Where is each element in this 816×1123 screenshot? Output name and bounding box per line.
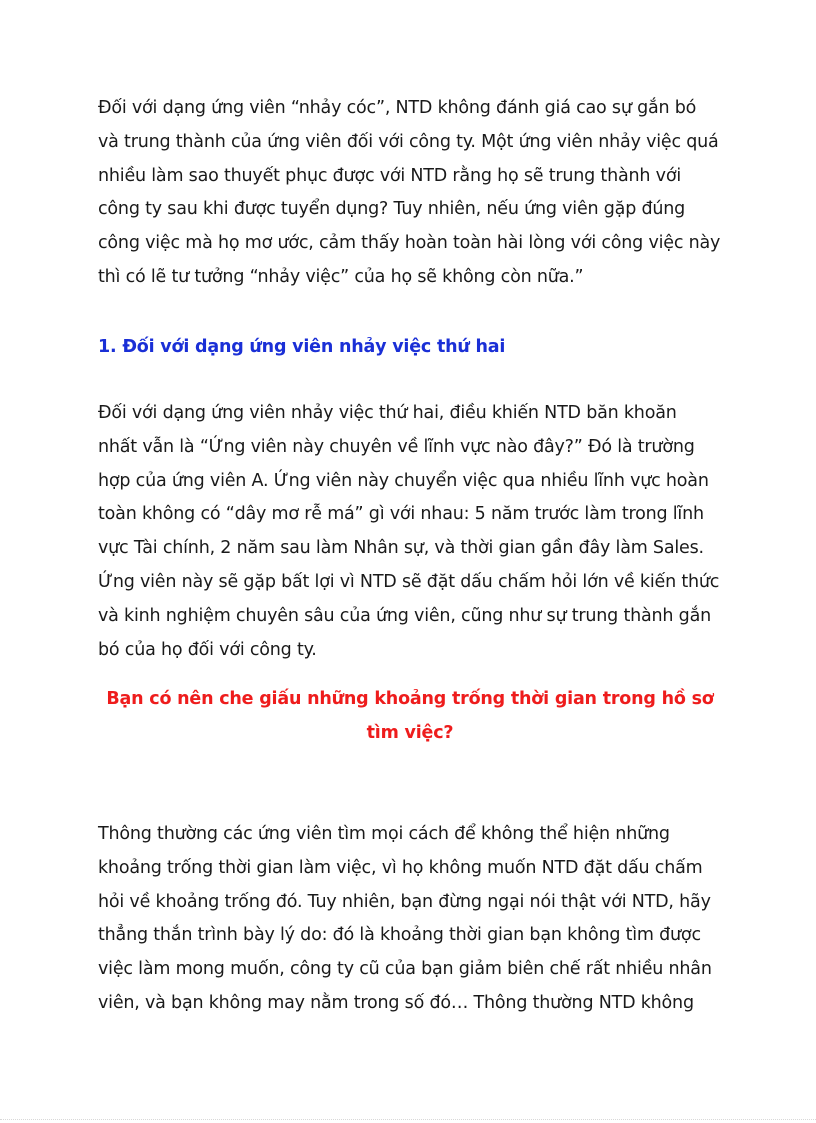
paragraph-line: Thông thường các ứng viên tìm mọi cách để không thể hiện những bbox=[98, 824, 670, 844]
paragraph-line: toàn không có “dây mơ rễ má” gì với nhau: 5 năm trước làm trong lĩnh bbox=[98, 504, 704, 525]
paragraph-line: khoảng trống thời gian làm việc, vì họ không muốn NTD đặt dấu chấm bbox=[98, 857, 703, 878]
paragraph-line: thẳng thắn trình bày lý do: đó là khoảng thời gian bạn không tìm được bbox=[98, 925, 701, 946]
paragraph-line: hợp của ứng viên A. Ứng viên này chuyển việc qua nhiều lĩnh vực hoàn bbox=[98, 470, 709, 491]
article-title bbox=[60, 683, 760, 751]
article-title-line: Bạn có nên che giấu những khoảng trống thời gian trong hồ sơ bbox=[106, 689, 714, 709]
paragraph-line: nhất vẫn là “Ứng viên này chuyên về lĩnh vực nào đây?” Đó là trường bbox=[98, 436, 695, 457]
paragraph-line: hỏi về khoảng trống đó. Tuy nhiên, bạn đừng ngại nói thật với NTD, hãy bbox=[98, 891, 711, 912]
paragraph-article bbox=[98, 818, 738, 1021]
article-title-line: tìm việc? bbox=[366, 722, 454, 743]
paragraph-line: bó của họ đối với công ty. bbox=[98, 639, 317, 660]
page-bottom-divider bbox=[0, 1119, 816, 1120]
paragraph-line: thì có lẽ tư tưởng “nhảy việc” của họ sẽ không còn nữa.” bbox=[98, 266, 584, 287]
paragraph-line: viên, và bạn không may nằm trong số đó… Thông thường NTD không bbox=[98, 992, 694, 1013]
paragraph-line: và kinh nghiệm chuyên sâu của ứng viên, cũng như sự trung thành gắn bbox=[98, 605, 711, 626]
paragraph-section-1 bbox=[98, 397, 738, 667]
paragraph-intro bbox=[98, 92, 738, 295]
paragraph-line: Đối với dạng ứng viên nhảy việc thứ hai, điều khiến NTD băn khoăn bbox=[98, 403, 677, 423]
paragraph-line: Đối với dạng ứng viên “nhảy cóc”, NTD không đánh giá cao sự gắn bó bbox=[98, 98, 697, 118]
paragraph-line: Ứng viên này sẽ gặp bất lợi vì NTD sẽ đặt dấu chấm hỏi lớn về kiến thức bbox=[98, 571, 720, 592]
paragraph-line: công việc mà họ mơ ước, cảm thấy hoàn toàn hài lòng với công việc này bbox=[98, 233, 721, 254]
section-heading: 1. Đối với dạng ứng viên nhảy việc thứ hai bbox=[98, 337, 506, 357]
paragraph-line: việc làm mong muốn, công ty cũ của bạn giảm biên chế rất nhiều nhân bbox=[98, 959, 712, 980]
paragraph-line: công ty sau khi được tuyển dụng? Tuy nhiên, nếu ứng viên gặp đúng bbox=[98, 199, 686, 220]
paragraph-line: nhiều làm sao thuyết phục được với NTD rằng họ sẽ trung thành với bbox=[98, 165, 681, 186]
paragraph-line: và trung thành của ứng viên đối với công ty. Một ứng viên nhảy việc quá bbox=[98, 131, 719, 152]
paragraph-line: vực Tài chính, 2 năm sau làm Nhân sự, và thời gian gần đây làm Sales. bbox=[98, 538, 704, 559]
